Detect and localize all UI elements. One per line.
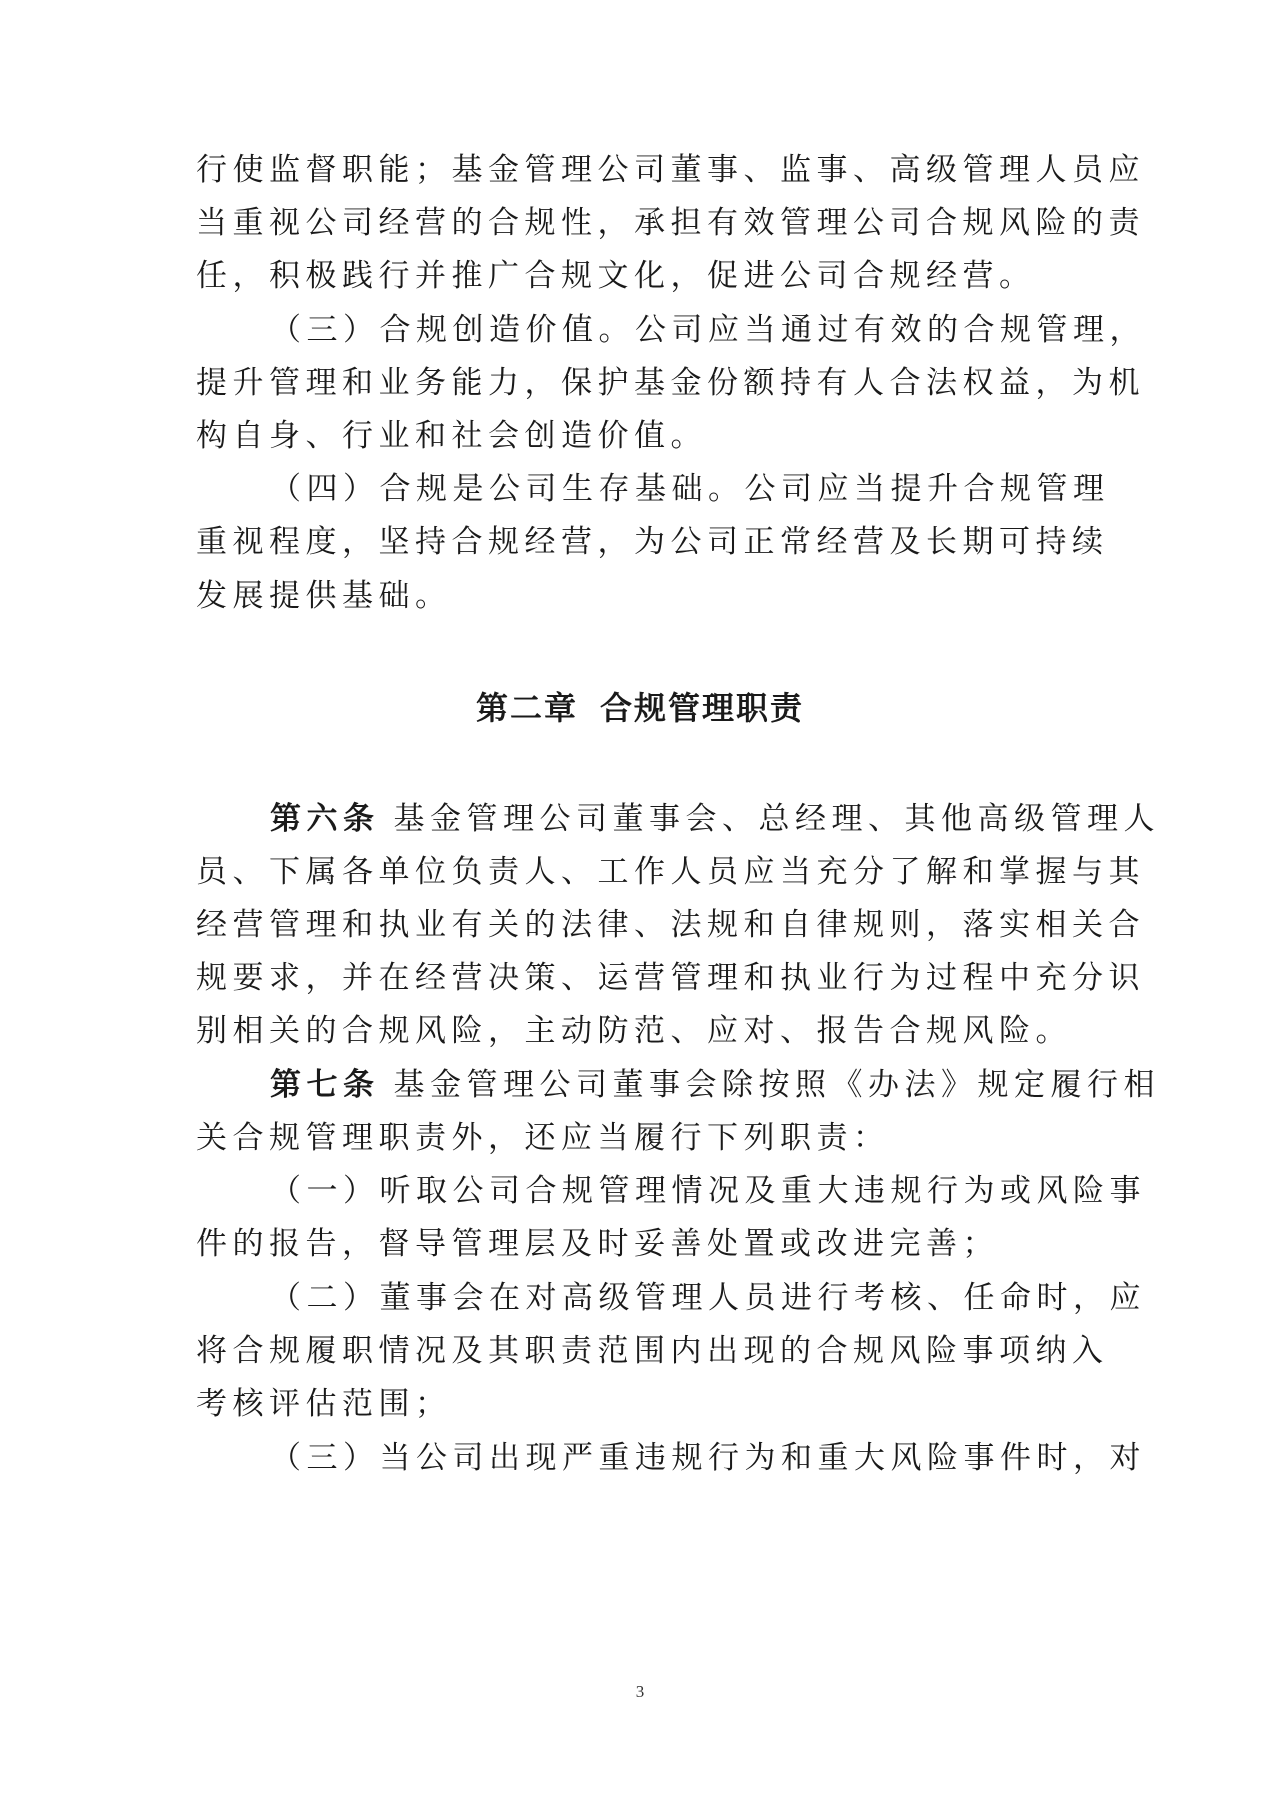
paragraph-line: （三）合规创造价值。公司应当通过有效的合规管理， — [270, 312, 1146, 348]
list-item-line: （一）听取公司合规管理情况及重大违规行为或风险事 — [270, 1173, 1146, 1209]
page-number: 3 — [635, 1682, 645, 1701]
article-7-line — [270, 1063, 1170, 1107]
chapter-number: 第二章 — [475, 689, 578, 727]
paragraph-line: 经营管理和执业有关的法律、法规和自律规则，落实相关合 — [196, 907, 1145, 943]
paragraph-line: 构自身、行业和社会创造价值。 — [196, 418, 707, 454]
article-label: 第七条 — [270, 1067, 380, 1103]
paragraph-line: 员、下属各单位负责人、工作人员应当充分了解和掌握与其 — [196, 854, 1145, 890]
chapter-title: 合规管理职责 — [600, 689, 805, 727]
paragraph-line: （四）合规是公司生存基础。公司应当提升合规管理 — [270, 471, 1110, 507]
article-label: 第六条 — [270, 801, 380, 837]
paragraph-line: 任，积极践行并推广合规文化，促进公司合规经营。 — [196, 258, 1036, 294]
article-text: 基金管理公司董事会、总经理、其他高级管理人 — [393, 801, 1160, 837]
paragraph-line: 发展提供基础。 — [196, 578, 452, 614]
paragraph-line: 当重视公司经营的合规性，承担有效管理公司合规风险的责 — [196, 205, 1145, 241]
paragraph-line: 别相关的合规风险，主动防范、应对、报告合规风险。 — [196, 1013, 1072, 1049]
list-item-line: 将合规履职情况及其职责范围内出现的合规风险事项纳入 — [196, 1333, 1109, 1369]
paragraph-line: 提升管理和业务能力，保护基金份额持有人合法权益，为机 — [196, 365, 1145, 401]
list-item-line: 件的报告，督导管理层及时妥善处置或改进完善； — [196, 1226, 999, 1262]
paragraph-line: 关合规管理职责外，还应当履行下列职责： — [196, 1120, 890, 1156]
article-6-line — [270, 797, 1170, 841]
chapter-heading — [0, 686, 1280, 730]
paragraph-line: 行使监督职能；基金管理公司董事、监事、高级管理人员应 — [196, 152, 1145, 188]
list-item-line: （二）董事会在对高级管理人员进行考核、任命时，应 — [270, 1280, 1146, 1316]
paragraph-line: 重视程度，坚持合规经营，为公司正常经营及长期可持续 — [196, 524, 1109, 560]
article-text: 基金管理公司董事会除按照《办法》规定履行相 — [393, 1067, 1160, 1103]
list-item-line: 考核评估范围； — [196, 1386, 452, 1422]
list-item-line: （三）当公司出现严重违规行为和重大风险事件时，对 — [270, 1440, 1146, 1476]
paragraph-line: 规要求，并在经营决策、运营管理和执业行为过程中充分识 — [196, 960, 1145, 996]
